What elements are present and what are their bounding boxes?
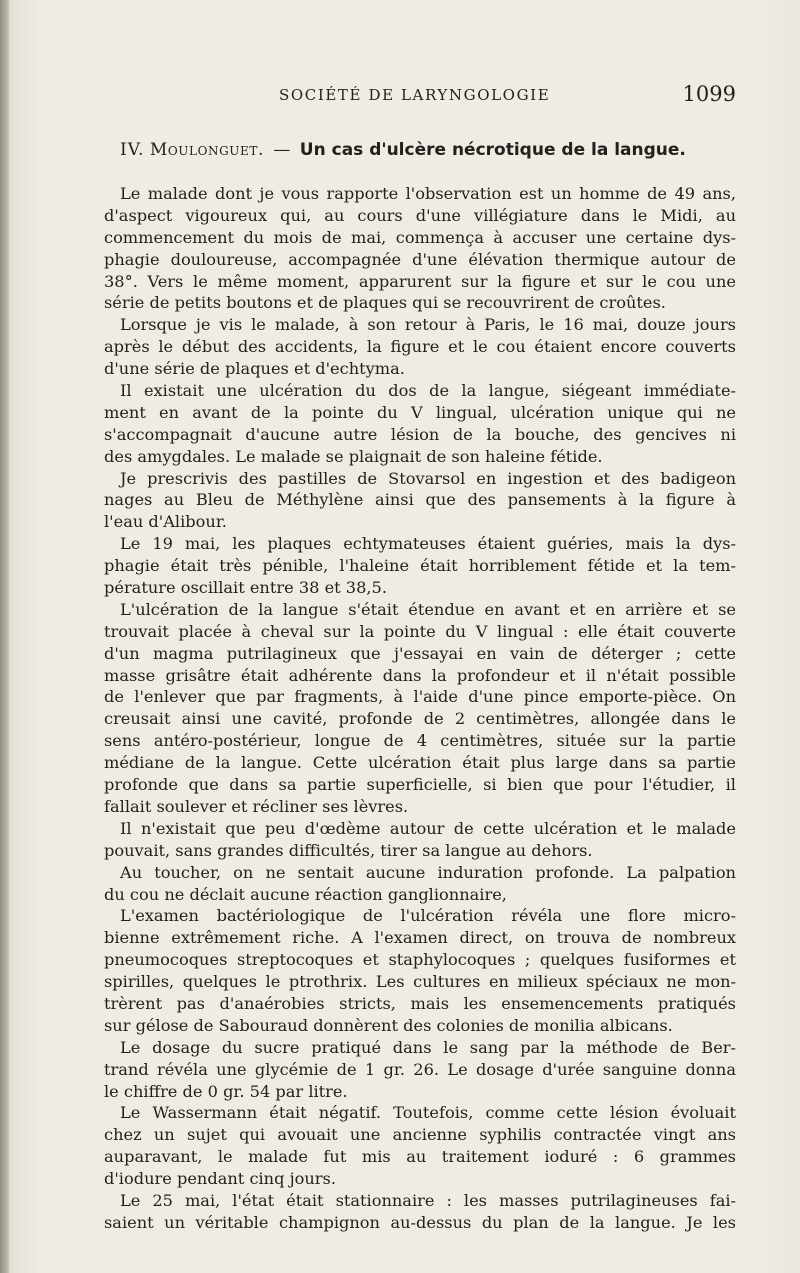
text-line: phagie était très pénible, l'haleine était horriblement fétide et la tem- (104, 556, 736, 576)
article-body (104, 183, 736, 1234)
text-line: Le malade dont je vous rapporte l'observation est un homme de 49 ans, (120, 184, 736, 203)
running-title: SOCIÉTÉ DE LARYNGOLOGIE (279, 86, 551, 104)
text-line: masse grisâtre était adhérente dans la profondeur et il n'était possible (104, 665, 736, 685)
article-dash: — (273, 140, 291, 160)
text-line: sens antéro-postérieur, longue de 4 centimètres, située sur la partie (104, 731, 736, 751)
text-line: bienne extrêmement riche. A l'examen direct, on trouva de nombreux (104, 928, 736, 948)
paragraph (104, 1037, 736, 1103)
text-line: Le Wassermann était négatif. Toutefois, comme cette lésion évoluait (120, 1103, 736, 1123)
text-line: pérature oscillait entre 38 et 38,5. (104, 578, 387, 598)
text-line: l'eau d'Alibour. (104, 512, 227, 532)
paragraph (104, 905, 736, 1036)
text-line: le chiffre de 0 gr. 54 par litre. (104, 1081, 348, 1101)
text-line: de l'enlever que par fragments, à l'aide d'une pince emporte-pièce. On (104, 687, 736, 707)
paragraph (104, 468, 736, 534)
article-title: Un cas d'ulcère nécrotique de la langue. (299, 140, 686, 160)
paragraph (104, 1102, 736, 1190)
text-line: pouvait, sans grandes difficultés, tirer sa langue au dehors. (104, 840, 593, 860)
text-line: ment en avant de la pointe du V lingual, ulcération unique qui ne (104, 402, 736, 422)
text-line: Il n'existait que peu d'œdème autour de cette ulcération et le malade (120, 818, 736, 838)
paragraph (104, 818, 736, 862)
paragraph (104, 183, 736, 314)
text-line: série de petits boutons et de plaques qui se recouvrirent de croûtes. (104, 293, 666, 313)
text-line: sur gélose de Sabouraud donnèrent des colonies de monilia albicans. (104, 1015, 673, 1035)
text-line: d'une série de plaques et d'echtyma. (104, 359, 405, 379)
text-line: trand révéla une glycémie de 1 gr. 26. Le dosage d'urée sanguine donna (104, 1059, 736, 1079)
text-line: 38°. Vers le même moment, apparurent sur la figure et sur le cou une (104, 271, 736, 291)
text-line: après le début des accidents, la figure et le cou étaient encore couverts (104, 337, 736, 357)
text-line: d'iodure pendant cinq jours. (104, 1169, 336, 1189)
text-line: chez un sujet qui avouait une ancienne syphilis contractée vingt ans (104, 1125, 736, 1145)
paragraph (104, 599, 736, 818)
text-line: du cou ne déclait aucune réaction ganglionnaire, (104, 884, 507, 904)
text-line: s'accompagnait d'aucune autre lésion de la bouche, des gencives ni (104, 424, 736, 444)
text-line: nages au Bleu de Méthylène ainsi que des pansements à la figure à (104, 490, 736, 510)
text-line: Le 25 mai, l'état était stationnaire : les masses putrilagineuses fai- (120, 1190, 736, 1210)
text-line: Lorsque je vis le malade, à son retour à Paris, le 16 mai, douze jours (120, 315, 736, 335)
page-number: 1099 (682, 82, 736, 106)
running-head (104, 82, 736, 112)
text-line: creusait ainsi une cavité, profonde de 2 centimètres, allongée dans le (104, 709, 736, 729)
text-line: d'un magma putrilagineux que j'essayai en vain de déterger ; cette (104, 643, 736, 663)
text-line: trèrent pas d'anaérobies stricts, mais les ensemencements pratiqués (104, 993, 736, 1013)
paragraph (104, 314, 736, 380)
text-line: Au toucher, on ne sentait aucune induration profonde. La palpation (120, 862, 736, 882)
paragraph (104, 862, 736, 906)
text-line: fallait soulever et récliner ses lèvres. (104, 796, 409, 816)
article-number: IV. (120, 140, 145, 160)
text-line: Je prescrivis des pastilles de Stovarsol en ingestion et des badigeon (120, 468, 736, 488)
article-author: Moulonguet. (149, 140, 264, 160)
text-line: saient un véritable champignon au-dessus du plan de la langue. Je les (104, 1212, 736, 1232)
paragraph (104, 533, 736, 599)
text-line: pneumocoques streptocoques et staphylocoques ; quelques fusiformes et (104, 950, 736, 970)
text-line: phagie douloureuse, accompagnée d'une élévation thermique autour de (104, 249, 736, 269)
text-line: Le dosage du sucre pratiqué dans le sang par la méthode de Ber- (120, 1037, 736, 1057)
page-spine-shadow (0, 0, 9, 1273)
text-line: L'ulcération de la langue s'était étendue en avant et en arrière et se (120, 599, 736, 619)
paragraph (104, 1190, 736, 1234)
text-line: des amygdales. Le malade se plaignait de son haleine fétide. (104, 446, 603, 466)
article-heading (120, 140, 740, 160)
text-line: profonde que dans sa partie superficielle, si bien que pour l'étudier, il (104, 775, 736, 795)
text-line: commencement du mois de mai, commença à accuser une certaine dys- (104, 227, 736, 247)
text-line: trouvait placée à cheval sur la pointe du V lingual : elle était couverte (104, 621, 736, 641)
text-line: médiane de la langue. Cette ulcération était plus large dans sa partie (104, 753, 736, 773)
paragraph (104, 380, 736, 468)
text-line: auparavant, le malade fut mis au traitement ioduré : 6 grammes (104, 1147, 736, 1167)
text-line: L'examen bactériologique de l'ulcération révéla une flore micro- (120, 906, 736, 926)
text-line: spirilles, quelques le ptrothrix. Les cultures en milieux spéciaux ne mon- (104, 972, 736, 992)
text-line: Il existait une ulcération du dos de la langue, siégeant immédiate- (120, 381, 736, 401)
text-line: Le 19 mai, les plaques echtymateuses étaient guéries, mais la dys- (120, 534, 736, 554)
text-line: d'aspect vigoureux qui, au cours d'une villégiature dans le Midi, au (104, 205, 736, 225)
